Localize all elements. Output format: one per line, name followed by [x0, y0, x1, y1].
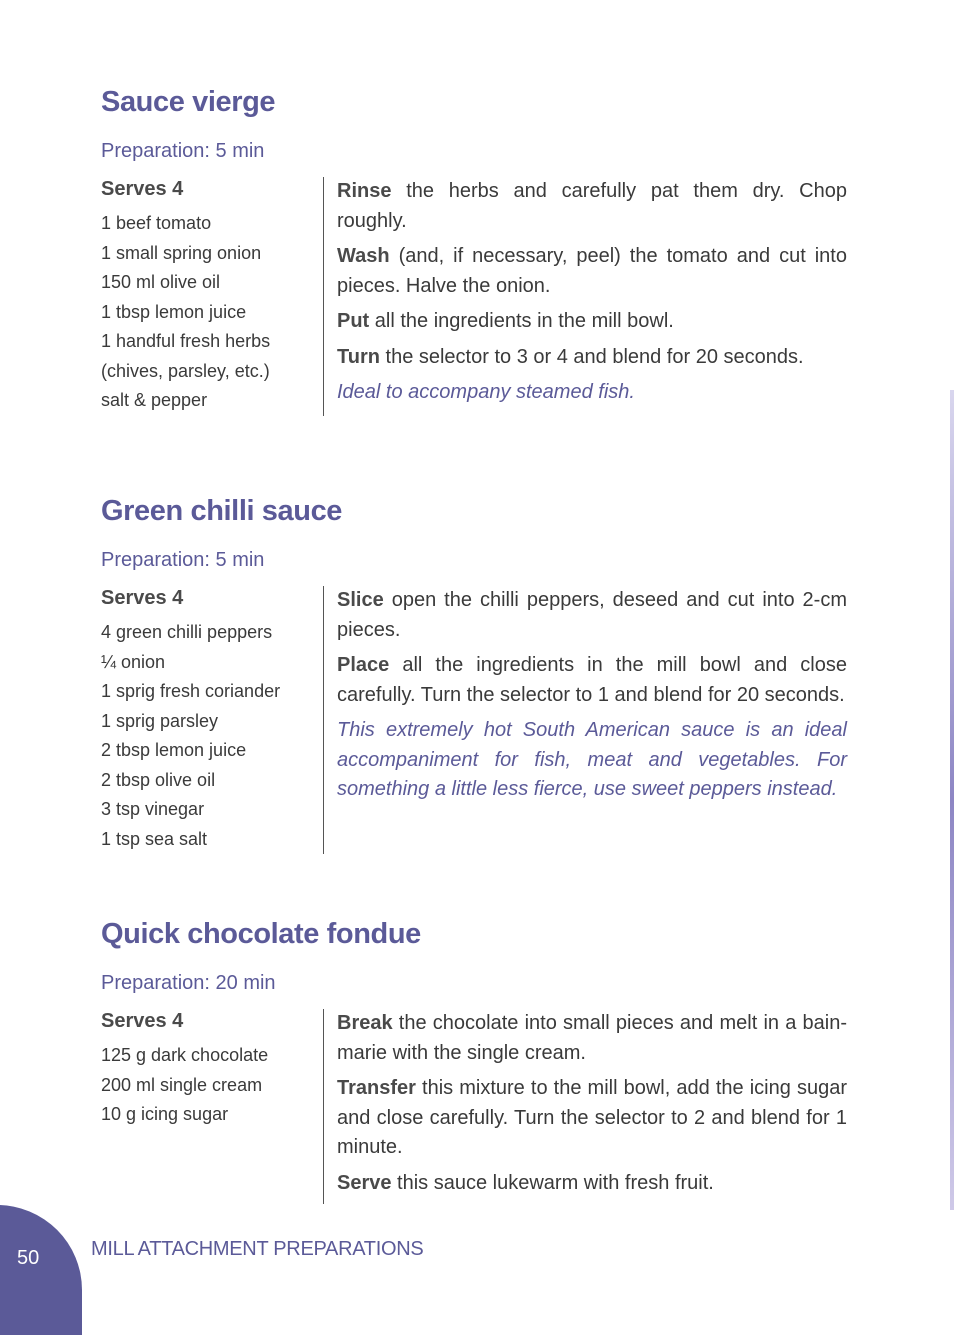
- method-step: [337, 651, 847, 710]
- step-text: this mixture to the mill bowl, add the icing sugar and close carefully. Turn the selector to 2 and blend for 1 minute.: [337, 1077, 847, 1158]
- method-step: [337, 1169, 847, 1199]
- ingredient-item: 200 ml single cream: [101, 1074, 263, 1095]
- ingredient-item: 2 tbsp olive oil: [101, 769, 216, 790]
- serves-label: Serves 4: [101, 1010, 184, 1032]
- ingredient-item: 150 ml olive oil: [101, 272, 221, 292]
- recipe-sauce-vierge: [101, 85, 847, 416]
- ingredient-item: 1 handful fresh herbs: [101, 331, 271, 351]
- page-corner-tab: [0, 1205, 82, 1335]
- method-step: [337, 343, 847, 373]
- method-step: [337, 1074, 847, 1163]
- ingredients-column: [101, 177, 324, 416]
- method-step: [337, 586, 847, 645]
- preparation-time: Preparation: 5 min: [101, 549, 265, 571]
- serving-note: Ideal to accompany steamed fish.: [337, 381, 635, 403]
- recipe-body: [101, 1009, 847, 1204]
- step-verb: Place: [337, 654, 390, 676]
- ingredient-item: 1 beef tomato: [101, 213, 212, 233]
- recipe-green-chilli-sauce: [101, 494, 847, 854]
- recipe-title: Green chilli sauce: [101, 495, 343, 527]
- ingredient-item: 1 tsp sea salt: [101, 828, 208, 849]
- ingredient-item: 1 tbsp lemon juice: [101, 301, 247, 322]
- method-column: [324, 1009, 847, 1204]
- ingredient-item: salt & pepper: [101, 390, 208, 410]
- step-text: the chocolate into small pieces and melt in a bain-marie with the single cream.: [337, 1012, 847, 1064]
- recipe-body: [101, 177, 847, 416]
- ingredients-column: [101, 586, 324, 854]
- step-verb: Serve: [337, 1171, 392, 1194]
- step-text: the selector to 3 or 4 and blend for 20 seconds.: [379, 345, 804, 368]
- serving-note: This extremely hot South American sauce is an ideal accompaniment for fish, meat and vegetables. For something a little less fierce, use sweet peppers instead.: [337, 719, 847, 800]
- ingredients-column: [101, 1009, 324, 1204]
- step-text: (and, if necessary, peel) the tomato and cut into pieces. Halve the onion.: [337, 245, 847, 297]
- ingredient-item: 1 sprig fresh coriander: [101, 681, 281, 701]
- ingredient-item: 3 tsp vinegar: [101, 799, 205, 819]
- step-verb: Slice: [337, 589, 384, 611]
- section-footer: MILL ATTACHMENT PREPARATIONS: [91, 1238, 424, 1260]
- ingredient-item: 4 green chilli peppers: [101, 622, 273, 642]
- method-step: [337, 307, 847, 337]
- step-verb: Rinse: [337, 180, 392, 202]
- page-number: 50: [17, 1247, 40, 1269]
- recipe-title: Sauce vierge: [101, 86, 276, 118]
- step-text: all the ingredients in the mill bowl and close carefully. Turn the selector to 1 and blend for 20 seconds.: [337, 654, 847, 706]
- ingredient-item: 1 small spring onion: [101, 242, 262, 263]
- step-text: this sauce lukewarm with fresh fruit.: [391, 1171, 714, 1194]
- step-verb: Put: [337, 310, 370, 332]
- step-verb: Wash: [337, 245, 390, 267]
- step-verb: Break: [337, 1012, 393, 1034]
- page-edge-tab: [950, 390, 954, 1210]
- step-text: all the ingredients in the mill bowl.: [369, 310, 674, 332]
- recipe-title: Quick chocolate fondue: [101, 918, 421, 950]
- recipe-quick-chocolate-fondue: [101, 917, 847, 1204]
- serves-label: Serves 4: [101, 587, 184, 609]
- preparation-time: Preparation: 5 min: [101, 140, 265, 162]
- preparation-time: Preparation: 20 min: [101, 972, 276, 994]
- step-verb: Turn: [337, 345, 380, 368]
- ingredient-item: ¼ onion: [101, 651, 166, 672]
- step-text: open the chilli peppers, deseed and cut into 2-cm pieces.: [337, 589, 847, 641]
- ingredient-item: 2 tbsp lemon juice: [101, 740, 247, 760]
- step-verb: Transfer: [337, 1077, 416, 1099]
- method-column: [324, 586, 847, 854]
- method-step: [337, 1009, 847, 1068]
- ingredient-item: (chives, parsley, etc.): [101, 360, 270, 381]
- ingredient-item: 1 sprig parsley: [101, 710, 219, 731]
- serves-label: Serves 4: [101, 178, 184, 200]
- method-column: [324, 177, 847, 416]
- recipe-body: [101, 586, 847, 854]
- method-step: [337, 177, 847, 236]
- method-step: [337, 242, 847, 301]
- step-text: the herbs and carefully pat them dry. Chop roughly.: [337, 180, 847, 232]
- ingredient-item: 10 g icing sugar: [101, 1104, 229, 1124]
- ingredient-item: 125 g dark chocolate: [101, 1045, 269, 1065]
